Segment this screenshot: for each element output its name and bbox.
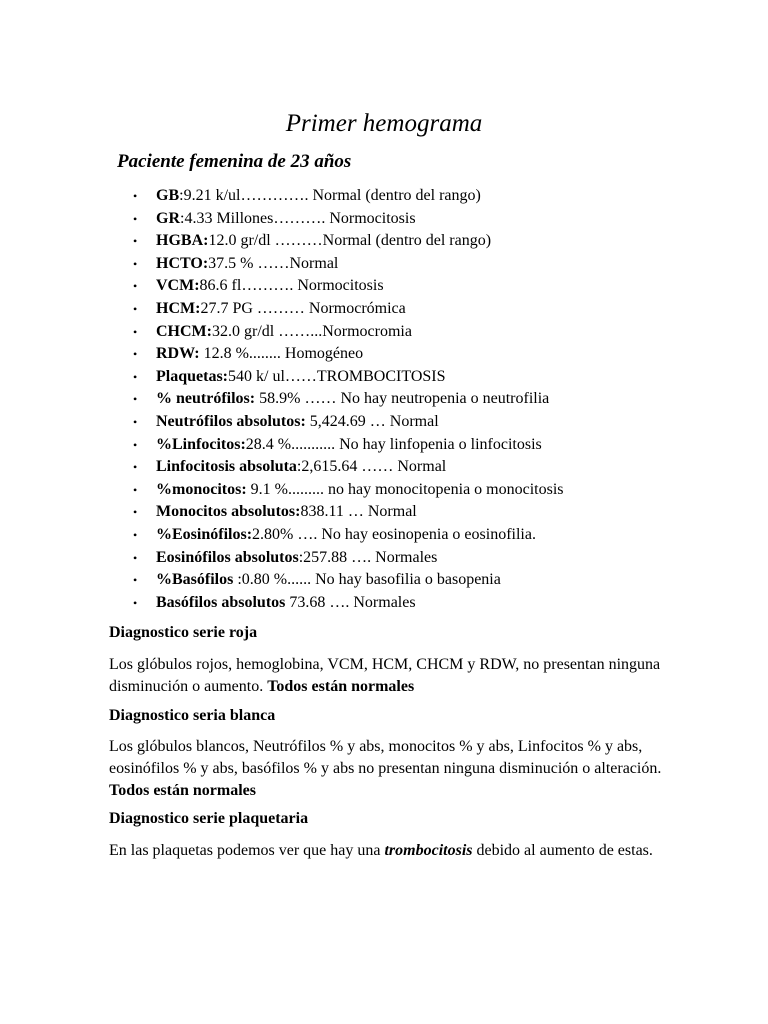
list-item bbox=[133, 524, 564, 547]
paragraph-serie-blanca-bold: Todos están normales bbox=[109, 782, 256, 799]
result-label: CHCM: bbox=[156, 322, 212, 340]
bullet-icon: • bbox=[133, 256, 138, 271]
result-label: Plaquetas: bbox=[156, 367, 228, 385]
list-item bbox=[133, 321, 564, 344]
list-item bbox=[133, 275, 564, 298]
list-item bbox=[133, 411, 564, 434]
paragraph-serie-blanca bbox=[109, 736, 669, 802]
list-item bbox=[133, 569, 564, 592]
page-title: Primer hemograma bbox=[285, 110, 483, 137]
heading-serie-roja: Diagnostico serie roja bbox=[109, 624, 258, 641]
result-label: HCTO: bbox=[156, 254, 209, 272]
result-value: 12.0 gr/dl ………Normal (dentro del rango) bbox=[208, 232, 492, 250]
list-item bbox=[133, 388, 564, 411]
result-label: %Eosinófilos: bbox=[156, 525, 253, 543]
bullet-icon: • bbox=[133, 595, 138, 610]
bullet-icon: • bbox=[133, 505, 138, 520]
result-label: Basófilos absolutos bbox=[156, 593, 286, 611]
result-label: GB bbox=[156, 187, 180, 204]
bullet-icon: • bbox=[133, 414, 138, 429]
list-item bbox=[133, 592, 564, 615]
bullet-icon: • bbox=[133, 324, 138, 339]
result-label: %monocitos: bbox=[156, 480, 247, 498]
bullet-icon: • bbox=[133, 189, 138, 203]
result-value: 32.0 gr/dl ……...Normocromia bbox=[211, 322, 412, 340]
list-item bbox=[133, 456, 564, 479]
result-label: Monocitos absolutos: bbox=[156, 503, 301, 521]
list-item bbox=[133, 501, 564, 524]
bullet-icon: • bbox=[133, 460, 138, 475]
result-label: Eosinófilos absolutos bbox=[156, 548, 299, 566]
paragraph-serie-roja-bold: Todos están normales bbox=[267, 678, 415, 695]
paragraph-serie-plaquetaria bbox=[109, 840, 669, 862]
lab-results-list bbox=[133, 185, 564, 614]
result-value: :257.88 …. Normales bbox=[298, 548, 438, 566]
list-item bbox=[133, 479, 564, 502]
result-label: Neutrófilos absolutos: bbox=[156, 412, 306, 430]
result-value: :4.33 Millones………. Normocitosis bbox=[180, 209, 416, 227]
result-value: 9.1 %......... no hay monocitopenia o monocitosis bbox=[246, 480, 564, 498]
paragraph-serie-plaquetaria-emphasis: trombocitosis bbox=[384, 842, 473, 859]
result-value: 37.5 % ……Normal bbox=[208, 254, 339, 272]
list-item bbox=[133, 185, 564, 208]
result-label: HCM: bbox=[156, 299, 201, 317]
result-value: 838.11 … Normal bbox=[300, 503, 417, 521]
result-value: 28.4 %........... No hay linfopenia o linfocitosis bbox=[245, 435, 542, 453]
result-label: % neutrófilos: bbox=[156, 390, 256, 408]
result-value: 2.80% …. No hay eosinopenia o eosinofilia. bbox=[252, 525, 536, 543]
list-item bbox=[133, 230, 564, 253]
bullet-icon: • bbox=[133, 437, 138, 452]
bullet-icon: • bbox=[133, 279, 138, 294]
result-label: VCM: bbox=[156, 277, 200, 295]
bullet-icon: • bbox=[133, 550, 138, 565]
result-value: 540 k/ ul……TROMBOCITOSIS bbox=[228, 367, 446, 385]
result-label: RDW: bbox=[156, 345, 200, 363]
result-value: 12.8 %........ Homogéneo bbox=[199, 345, 364, 363]
result-value: :0.80 %...... No hay basofilia o basopenia bbox=[233, 571, 501, 589]
bullet-icon: • bbox=[133, 527, 138, 542]
list-item bbox=[133, 298, 564, 321]
result-label: HGBA: bbox=[156, 232, 209, 250]
bullet-icon: • bbox=[133, 482, 138, 497]
result-value: 73.68 …. Normales bbox=[285, 593, 416, 611]
result-label: %Linfocitos: bbox=[156, 435, 246, 453]
heading-serie-plaquetaria: Diagnostico serie plaquetaria bbox=[109, 810, 309, 827]
bullet-icon: • bbox=[133, 573, 138, 588]
bullet-icon: • bbox=[133, 301, 138, 316]
bullet-icon: • bbox=[133, 347, 138, 362]
result-value: :9.21 k/ul…………. Normal (dentro del rango) bbox=[179, 187, 481, 204]
result-label: %Basófilos bbox=[156, 571, 234, 589]
result-label: GR bbox=[156, 209, 180, 227]
list-item bbox=[133, 366, 564, 389]
bullet-icon: • bbox=[133, 369, 138, 384]
bullet-icon: • bbox=[133, 234, 138, 249]
bullet-icon: • bbox=[133, 211, 138, 226]
result-value: 27.7 PG ……… Normocrómica bbox=[200, 299, 406, 317]
paragraph-serie-roja-text: Los glóbulos rojos, hemoglobina, VCM, HCM, CHCM y RDW, no presentan ninguna disminución o aumento. bbox=[109, 656, 661, 695]
bullet-icon: • bbox=[133, 392, 138, 407]
paragraph-serie-plaquetaria-text-before: En las plaquetas podemos ver que hay una bbox=[109, 842, 385, 859]
result-value: 5,424.69 … Normal bbox=[305, 412, 439, 430]
result-value: :2,615.64 …… Normal bbox=[296, 458, 447, 476]
result-value: 58.9% …… No hay neutropenia o neutrofilia bbox=[255, 390, 550, 408]
list-item bbox=[133, 547, 564, 570]
patient-subtitle: Paciente femenina de 23 años bbox=[117, 151, 352, 172]
list-item bbox=[133, 208, 564, 231]
result-value: 86.6 fl………. Normocitosis bbox=[199, 277, 384, 295]
paragraph-serie-plaquetaria-text-after: debido al aumento de estas. bbox=[472, 842, 653, 859]
list-item bbox=[133, 343, 564, 366]
list-item bbox=[133, 253, 564, 276]
paragraph-serie-roja bbox=[109, 654, 669, 698]
heading-serie-blanca: Diagnostico seria blanca bbox=[109, 707, 276, 724]
result-label: Linfocitosis absoluta bbox=[156, 458, 297, 476]
list-item bbox=[133, 434, 564, 457]
paragraph-serie-blanca-text: Los glóbulos blancos, Neutrófilos % y abs, monocitos % y abs, Linfocitos % y abs, eosinófilos % y abs, basófilos % y abs no presentan ninguna disminución o alteración. bbox=[109, 738, 662, 777]
